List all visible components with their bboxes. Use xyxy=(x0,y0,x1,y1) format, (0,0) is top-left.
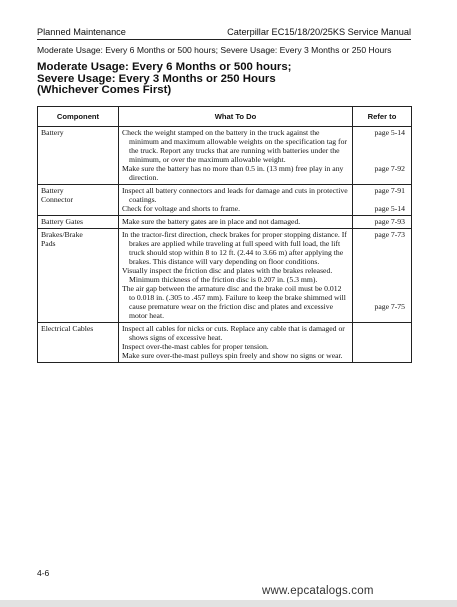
what-to-do-cell xyxy=(119,229,353,323)
table-row-battery-connector xyxy=(38,185,412,216)
component-cell: Battery Gates xyxy=(38,216,119,229)
component-cell: Battery xyxy=(38,127,119,185)
page-number: 4-6 xyxy=(37,568,50,578)
instruction-text: Visually inspect the friction disc and plates with the brakes released. Minimum thickness of the friction disc is 0.207 in. (5.3 mm). xyxy=(122,266,333,284)
page-header xyxy=(37,27,411,40)
table-row-battery xyxy=(38,127,412,185)
watermark-text: www.epcatalogs.com xyxy=(262,585,374,597)
page-reference: page 7-73 xyxy=(374,230,405,239)
component-cell: Electrical Cables xyxy=(38,323,119,363)
heading-line-moderate: Moderate Usage: Every 6 Months or 500 hours; xyxy=(37,61,292,73)
heading-line-severe: Severe Usage: Every 3 Months or 250 Hours xyxy=(37,72,276,85)
maintenance-table xyxy=(37,106,412,363)
table-header-row xyxy=(38,107,412,127)
what-to-do-cell xyxy=(119,323,353,363)
header-section-title: Planned Maintenance xyxy=(37,27,126,37)
refer-to-cell xyxy=(353,323,412,363)
what-to-do-cell xyxy=(119,127,353,185)
heading-line-whichever: (Whichever Comes First) xyxy=(37,84,172,96)
what-to-do-cell xyxy=(119,185,353,216)
page-reference: page 5-14 xyxy=(374,204,405,213)
page-reference: page 7-75 xyxy=(374,302,405,311)
instruction-text: Inspect all cables for nicks or cuts. Replace any cable that is damaged or shows signs of excessive heat. xyxy=(122,324,345,342)
instruction-text: Make sure over-the-mast pulleys spin freely and show no signs or wear. xyxy=(122,351,343,360)
page-reference: page 7-91 xyxy=(374,186,405,195)
instruction-text: In the tractor-first direction, check brakes for proper stopping distance. If brakes are applied while traveling at full speed with full load, the lift truck should stop within 8 to 12 ft. (2.44 to 3.66 m) after applying the brakes. This distance will vary depending on floor conditions. xyxy=(122,230,347,266)
refer-to-cell xyxy=(353,185,412,216)
bottom-bar xyxy=(0,600,457,607)
component-cell: Battery Connector xyxy=(38,185,119,216)
column-header-component: Component xyxy=(38,107,119,127)
refer-to-cell xyxy=(353,216,412,229)
table-row-brakes xyxy=(38,229,412,323)
column-header-refer-to: Refer to xyxy=(353,107,412,127)
usage-subheading: Moderate Usage: Every 6 Months or 500 hours; Severe Usage: Every 3 Months or 250 Hours xyxy=(37,45,392,55)
instruction-text: Inspect all battery connectors and leads for damage and cuts in protective coatings. xyxy=(122,186,348,204)
what-to-do-cell xyxy=(119,216,353,229)
instruction-text: Make sure the battery has no more than 0.5 in. (13 mm) free play in any direction. xyxy=(122,164,344,182)
refer-to-cell xyxy=(353,229,412,323)
page-reference: page 7-93 xyxy=(374,217,405,226)
refer-to-cell xyxy=(353,127,412,185)
instruction-text: The air gap between the armature disc and the brake coil must be 0.012 to 0.018 in. (.305 to .457 mm). Failure to keep the brake shimmed will cause premature wear on the friction disc and plates and excessive motor heat. xyxy=(122,284,346,320)
instruction-text: Check for voltage and shorts to frame. xyxy=(122,204,241,213)
instruction-text: Make sure the battery gates are in place and not damaged. xyxy=(122,217,301,226)
instruction-text: Inspect over-the-mast cables for proper tension. xyxy=(122,342,269,351)
page-reference: page 7-92 xyxy=(374,164,405,173)
component-cell: Brakes/Brake Pads xyxy=(38,229,119,323)
table-row-battery-gates xyxy=(38,216,412,229)
column-header-what-to-do: What To Do xyxy=(119,107,353,127)
section-heading xyxy=(37,62,417,97)
instruction-text: Check the weight stamped on the battery in the truck against the minimum and maximum allowable weights on the specification tag for the truck. Report any trucks that are running with batteries under the minimum, or over the maximum allowable weight. xyxy=(122,128,347,164)
page-reference: page 5-14 xyxy=(374,128,405,137)
header-manual-title: Caterpillar EC15/18/20/25KS Service Manual xyxy=(227,27,411,37)
table-row-electrical-cables xyxy=(38,323,412,363)
